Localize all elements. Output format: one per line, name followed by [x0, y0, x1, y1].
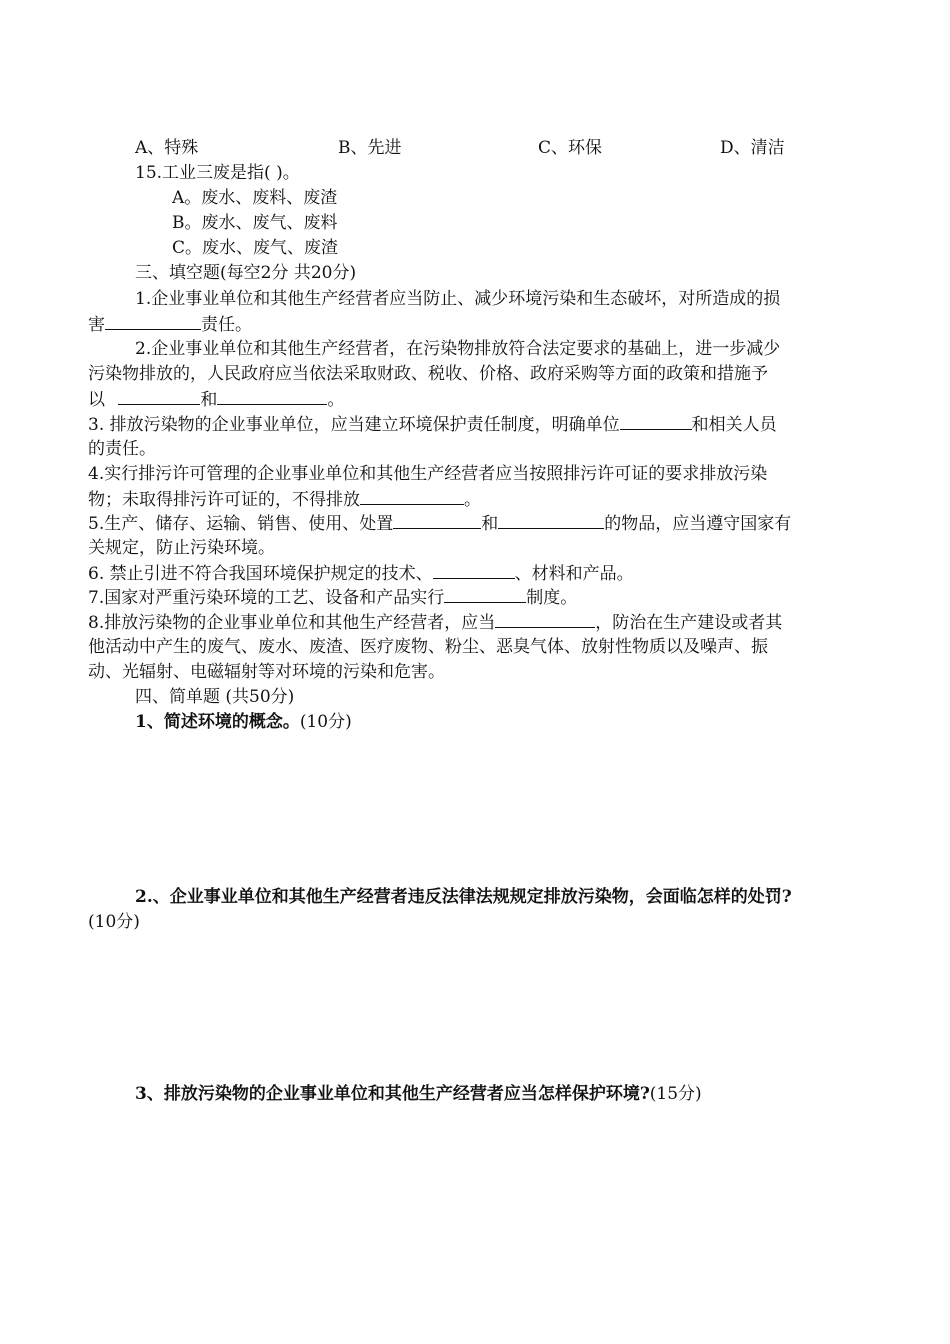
fill-q7 — [88, 585, 577, 610]
short-q3-text: 3、排放污染物的企业事业单位和其他生产经营者应当怎样保护环境? — [135, 1084, 650, 1104]
fill-q2-post: 。 — [327, 390, 345, 410]
short-q2-score: (10分) — [88, 912, 140, 932]
fill-q3-pre: 3. 排放污染物的企业事业单位，应当建立环境保护责任制度，明确单位 — [88, 415, 620, 435]
fill-q4-pre: 物；未取得排污许可证的，不得排放 — [88, 490, 360, 510]
section3-heading: 三、填空题(每空2分 共20分) — [135, 263, 357, 283]
q14-option-d: D、清洁 — [720, 138, 785, 158]
fill-q6 — [88, 561, 634, 586]
fill-q6-pre: 6. 禁止引进不符合我国环境保护规定的技术、 — [88, 564, 433, 584]
q15-option-b: B。废水、废气、废料 — [172, 213, 338, 233]
fill-q4-line1: 4.实行排污许可管理的企业事业单位和其他生产经营者应当按照排污许可证的要求排放污染 — [88, 464, 768, 484]
fill-q8-blank[interactable] — [495, 610, 595, 628]
fill-q4-post: 。 — [464, 490, 481, 510]
fill-q6-post: 、材料和产品。 — [514, 564, 634, 584]
fill-q8-line1 — [88, 610, 782, 635]
fill-q5-post: 的物品，应当遵守国家有 — [604, 514, 792, 534]
short-q1 — [135, 710, 352, 734]
q14-option-c: C、环保 — [538, 138, 603, 158]
fill-q8-pre: 8.排放污染物的企业事业单位和其他生产经营者，应当 — [88, 613, 496, 633]
fill-q2-mid: 和 — [200, 390, 218, 410]
short-q1-score: (10分) — [299, 712, 352, 732]
fill-q4-line2 — [88, 487, 481, 512]
q15-option-c: C。废水、废气、废渣 — [172, 238, 339, 258]
fill-q5-line1 — [88, 511, 791, 536]
fill-q5-mid: 和 — [481, 514, 499, 534]
fill-q1-blank[interactable] — [105, 312, 201, 330]
short-q2-text: 2.、企业事业单位和其他生产经营者违反法律法规规定排放污染物，会面临怎样的处罚? — [135, 887, 792, 907]
fill-q5-line2: 关规定，防止污染环境。 — [88, 538, 275, 558]
fill-q5-pre: 5.生产、储存、运输、销售、使用、处置 — [88, 514, 394, 534]
fill-q2-line2: 污染物排放的，人民政府应当依法采取财政、税收、价格、政府采购等方面的政策和措施予 — [88, 364, 768, 384]
fill-q2-line3 — [88, 387, 344, 412]
fill-q1-post: 责任。 — [201, 315, 252, 335]
fill-q6-blank[interactable] — [433, 561, 515, 579]
fill-q2-line1: 2.企业事业单位和其他生产经营者，在污染物排放符合法定要求的基础上，进一步减少 — [135, 339, 781, 359]
short-q1-text: 1、简述环境的概念。 — [135, 712, 300, 732]
fill-q2-pre: 以 — [88, 390, 111, 410]
fill-q2-blank-1[interactable] — [118, 387, 200, 405]
q14-option-a: A、特殊 — [135, 138, 199, 158]
q15-stem: 15.工业三废是指( )。 — [135, 163, 300, 183]
fill-q1-line1: 1.企业事业单位和其他生产经营者应当防止、减少环境污染和生态破坏，对所造成的损 — [135, 289, 781, 309]
fill-q1-line2 — [88, 312, 252, 337]
fill-q3-line2: 的责任。 — [88, 439, 156, 459]
fill-q7-blank[interactable] — [444, 585, 526, 603]
short-q3 — [135, 1082, 702, 1106]
q15-option-a: A。废水、废料、废渣 — [172, 188, 338, 208]
short-q3-score: (15分) — [649, 1084, 702, 1104]
fill-q2-blank-2[interactable] — [217, 387, 327, 405]
fill-q7-post: 制度。 — [526, 588, 578, 608]
fill-q5-blank-2[interactable] — [498, 511, 604, 529]
fill-q3-blank[interactable] — [620, 412, 692, 430]
q14-option-b: B、先进 — [338, 138, 402, 158]
fill-q3-line1 — [88, 412, 777, 437]
fill-q3-post: 和相关人员 — [691, 415, 777, 435]
fill-q8-post: ，防治在生产建设或者其 — [595, 613, 783, 633]
section4-heading: 四、简单题 (共50分) — [135, 687, 295, 707]
fill-q8-line2: 他活动中产生的废气、废水、废渣、医疗废物、粉尘、恶臭气体、放射性物质以及噪声、振 — [88, 637, 768, 657]
fill-q5-blank-1[interactable] — [393, 511, 481, 529]
fill-q1-pre: 害 — [88, 315, 105, 335]
fill-q7-pre: 7.国家对严重污染环境的工艺、设备和产品实行 — [88, 588, 445, 608]
fill-q8-line3: 动、光辐射、电磁辐射等对环境的污染和危害。 — [88, 662, 445, 682]
fill-q4-blank[interactable] — [360, 487, 464, 505]
